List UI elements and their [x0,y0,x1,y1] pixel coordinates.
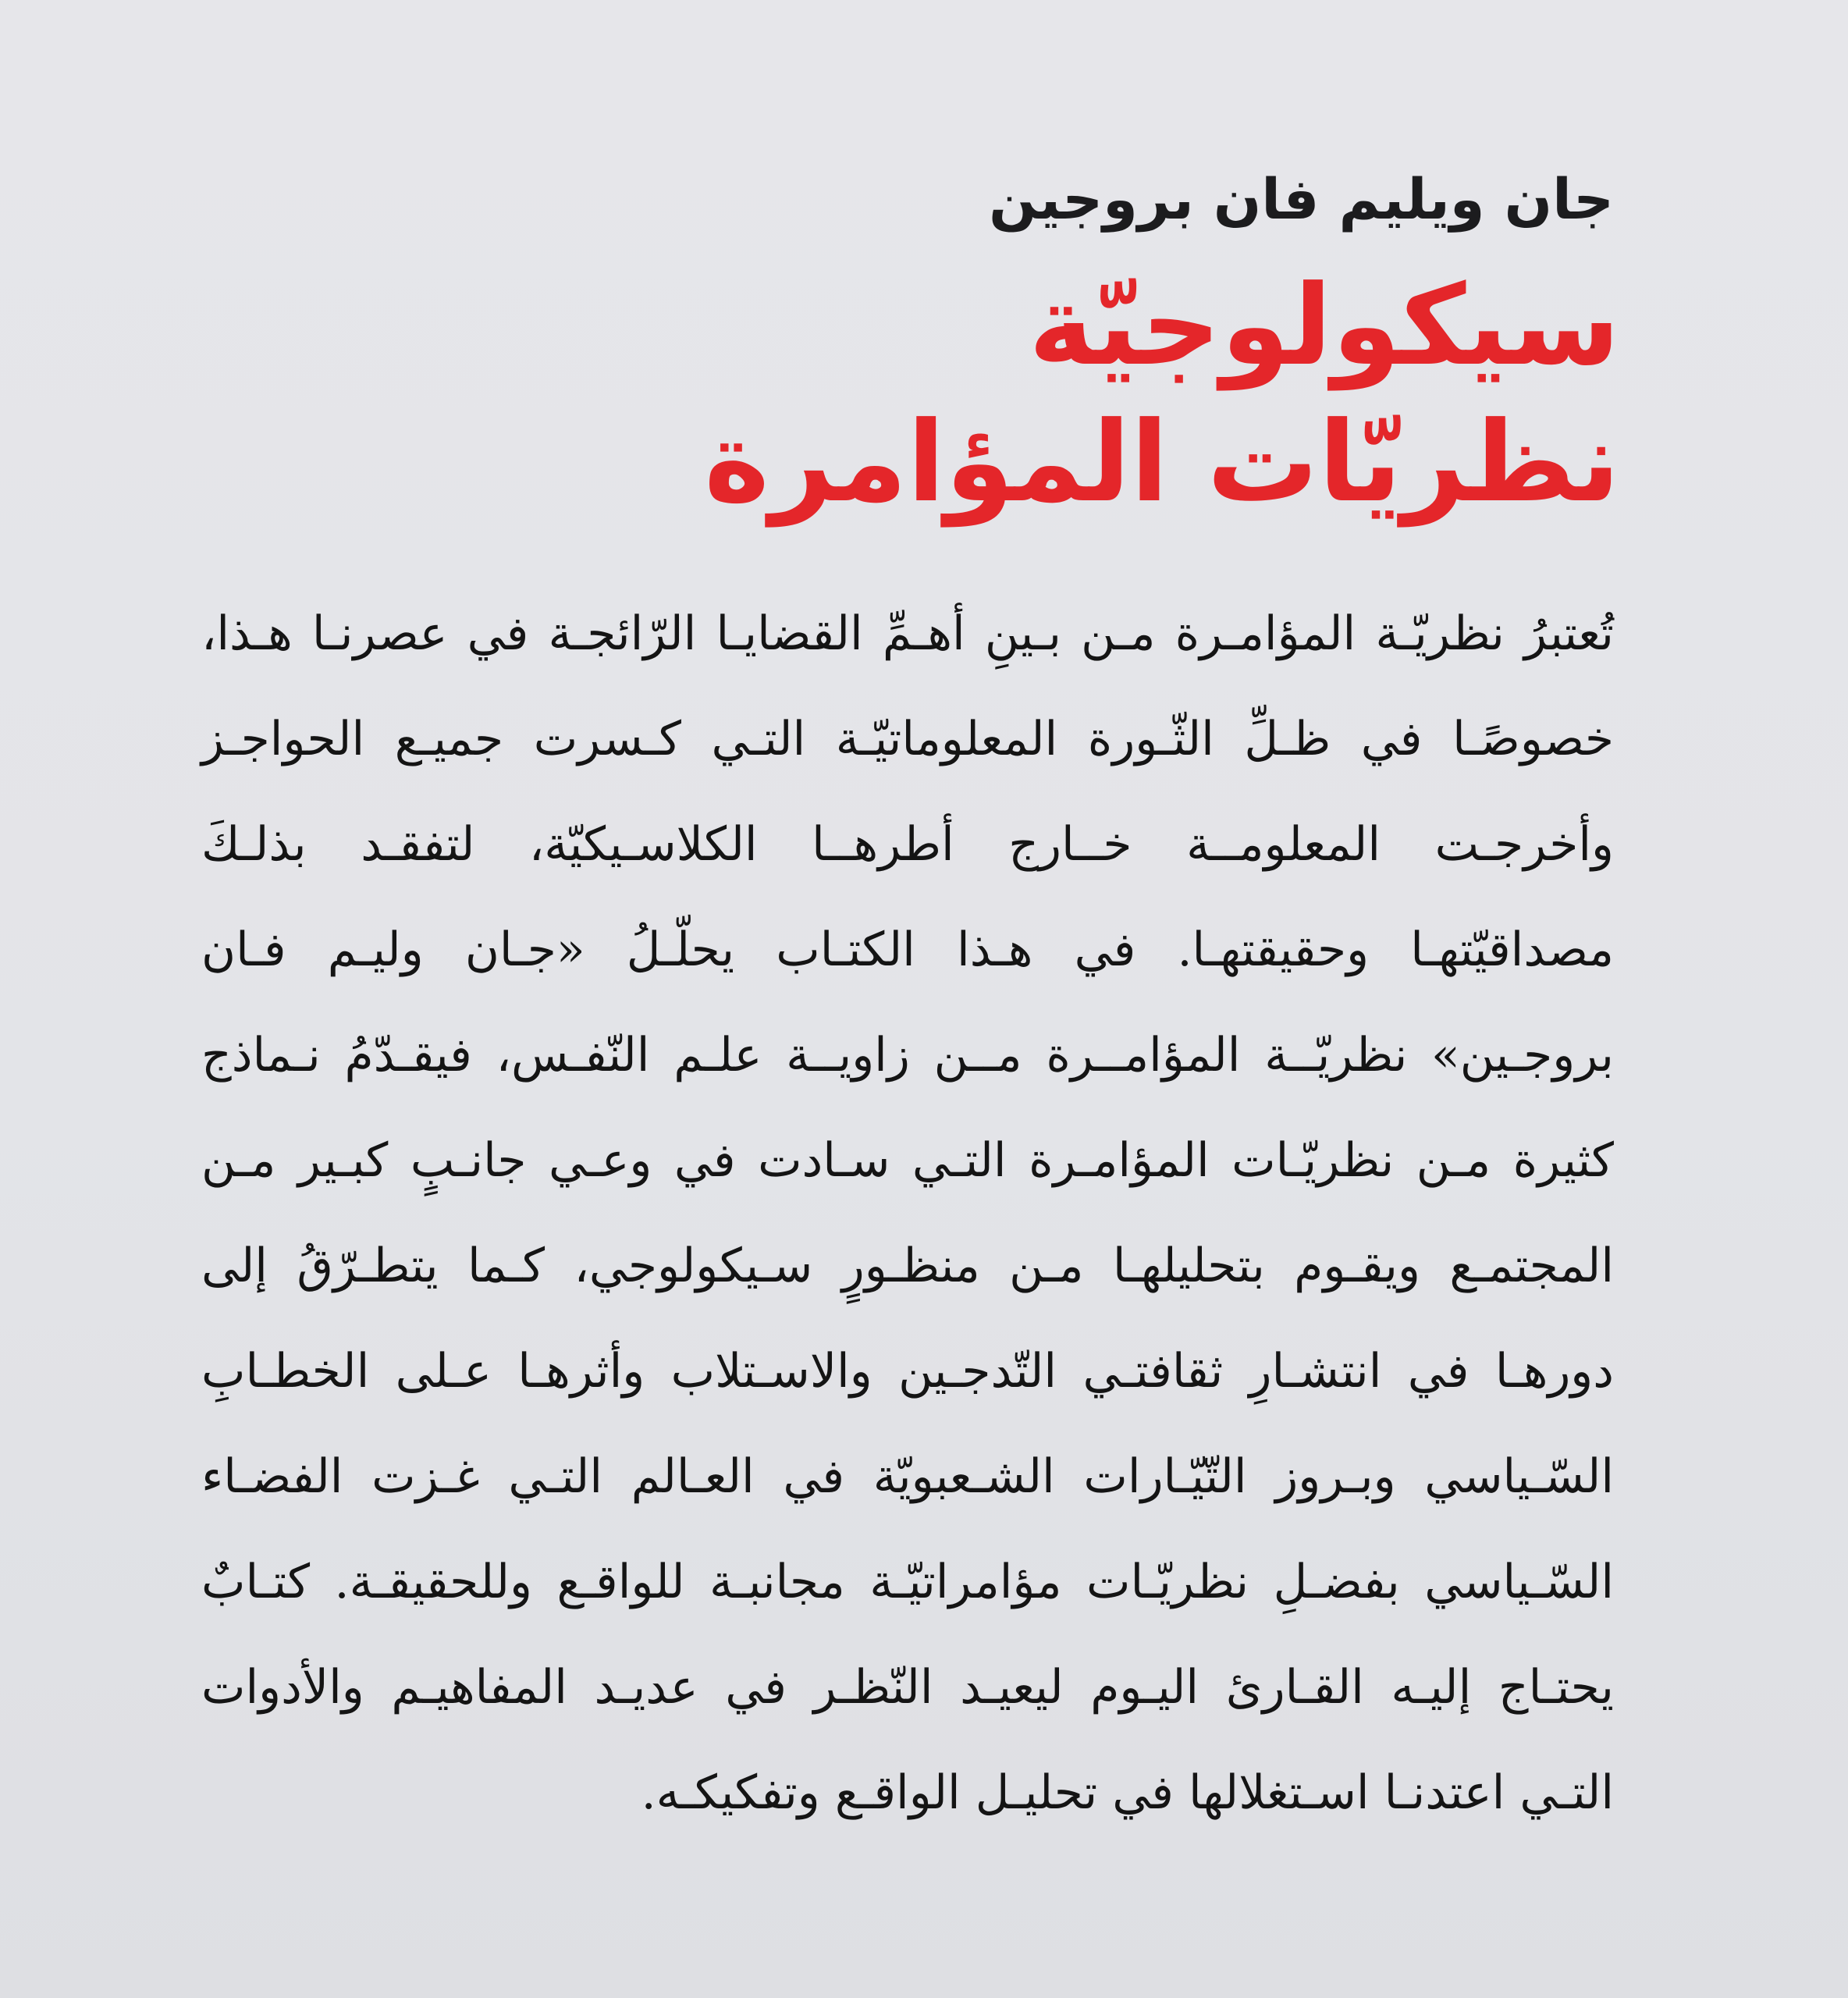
description-line: التـي اعتدنـا اسـتغلالها في تحليـل الواقـع وتفكيكـه. [641,1765,1614,1820]
description-line: كثيرة مـن نظريّـات المؤامـرة التـي سـادت في وعـي جانـبٍ كبـير مـن [201,1133,1614,1188]
book-title-line-1: سيكولوجيّة [1029,261,1620,390]
description-line: تُعتبرُ نظريّـة المؤامـرة مـن بـينِ أهـمِّ القضايـا الرّائجـة في عصرنـا هـذا، [201,606,1614,661]
book-title-line-2: نظريّات المؤامرة [704,398,1620,527]
description-line: المجتمـع ويقـوم بتحليلهـا مـن منظـورٍ سـيكولوجي، كـما يتطـرّقُ إلى [201,1239,1614,1293]
description-line: خصوصًـا في ظـلِّ الثّـورة المعلوماتيّـة التـي كـسرت جميـع الحواجـز [201,712,1614,766]
description-line: السّـياسي وبـروز التّيّـارات الشـعبويّة في العـالم التـي غـزت الفضـاء [201,1449,1614,1504]
description-line: دورهـا في انتشـارِ ثقافتـي التّدجـين والاسـتلاب وأثرهـا عـلى الخطـابِ [201,1344,1614,1399]
author-name: جان ويليم فان بروجين [989,166,1614,232]
description-line: السّـياسي بفضـلِ نظريّـات مؤامراتيّـة مجانبـة للواقـع وللحقيقـة. كتـابٌ [201,1555,1614,1609]
description-line: مصداقيّتهـا وحقيقتهـا. في هـذا الكتـاب يحلّـلُ «جـان وليـم فـان [201,923,1614,977]
description-line: بروجـين» نظريّــة المؤامــرة مــن زاويــة علـم النّفـس، فيقـدّمُ نـماذج [201,1028,1614,1083]
description-line: وأخرجـت المعلومــة خــارج أطرهــا الكلاسـيكيّة، لتفقـد بذلـكَ [201,817,1614,872]
book-title [450,258,1620,531]
book-description [201,581,1614,1846]
description-line: يحتـاج إليـه القـارئ اليـوم ليعيـد النّظـر في عديـد المفاهيـم والأدوات [201,1660,1614,1715]
